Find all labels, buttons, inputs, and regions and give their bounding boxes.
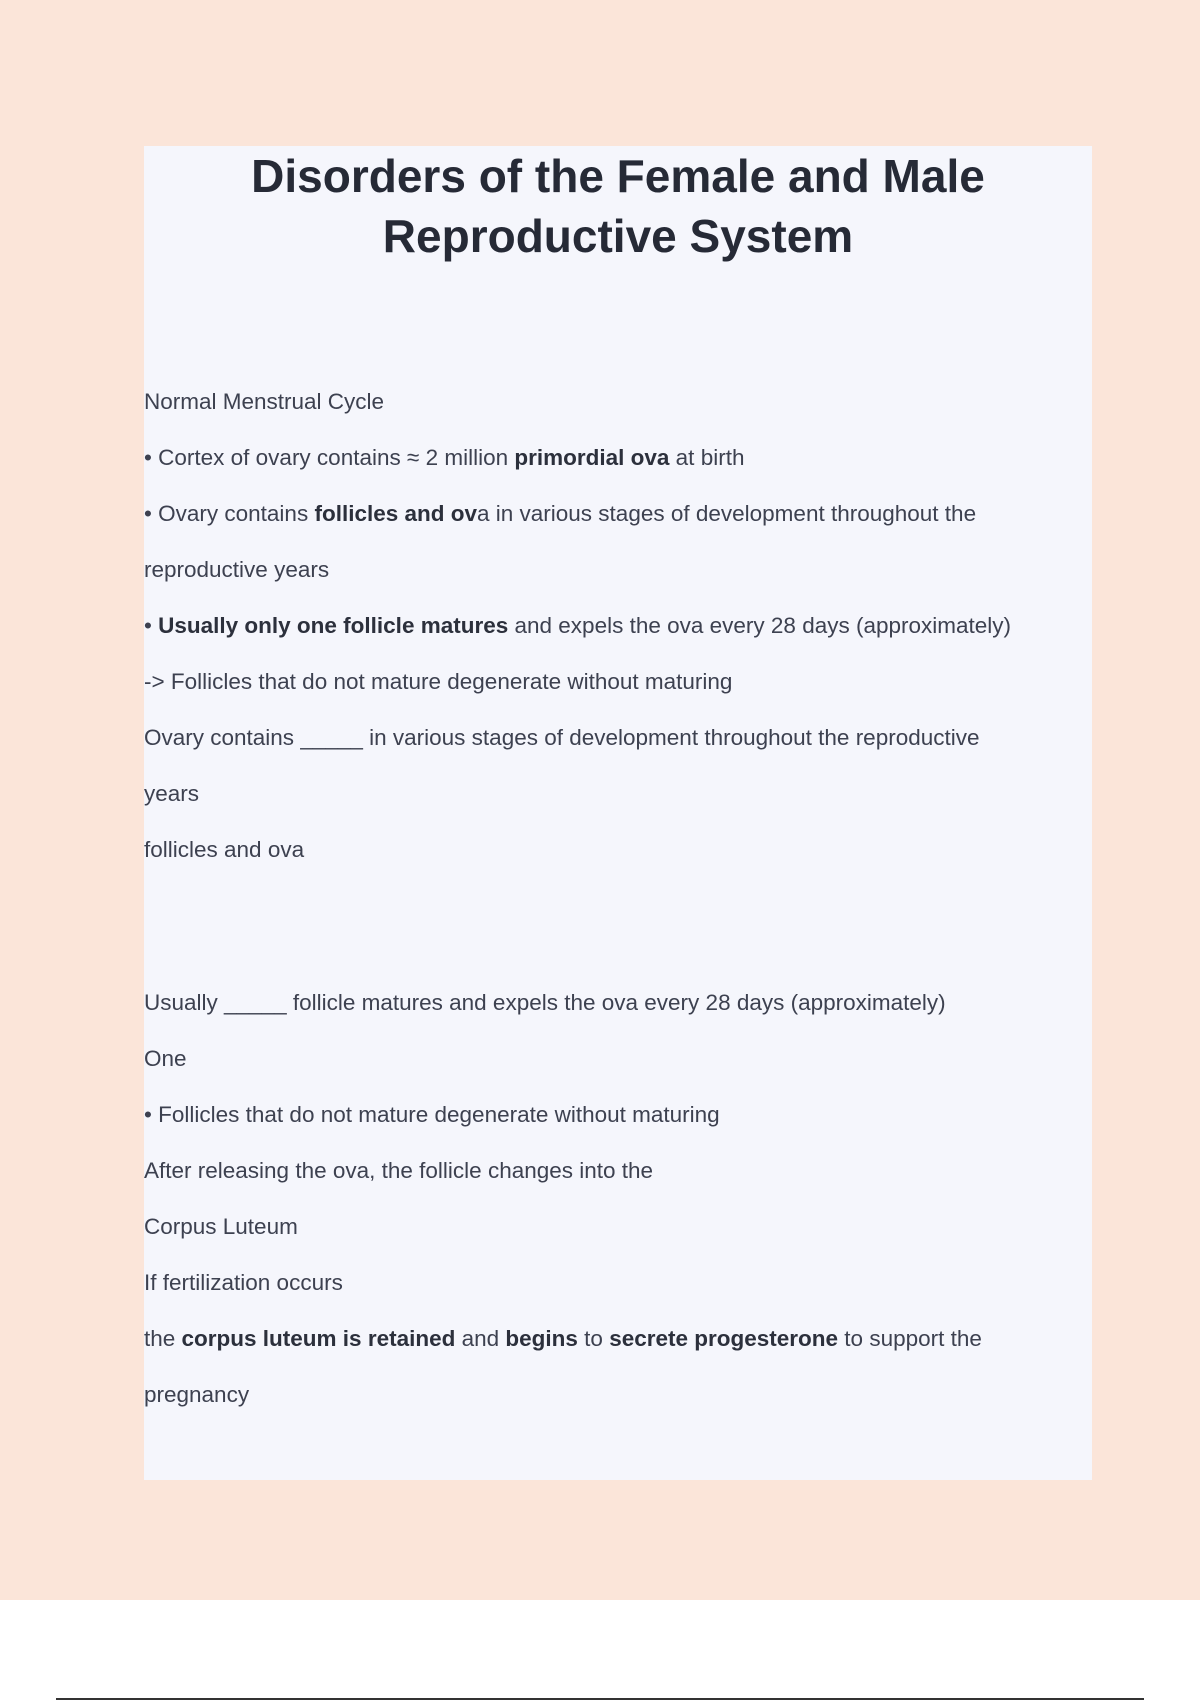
- question-line: If fertilization occurs: [144, 1270, 343, 1295]
- text-run: at birth: [669, 445, 745, 470]
- question-line: years: [144, 781, 200, 806]
- text-run: and: [455, 1326, 506, 1351]
- section-heading: Normal Menstrual Cycle: [144, 389, 385, 414]
- answer-line: One: [144, 1046, 187, 1071]
- text-line: • Follicles that do not mature degenerate without maturing: [144, 1102, 720, 1127]
- bold-text: follicles and ov: [314, 501, 477, 526]
- text-run: •: [144, 613, 159, 638]
- document-content: [144, 146, 1092, 1480]
- title-line-2: Reproductive System: [382, 210, 854, 262]
- bold-text: primordial ova: [514, 445, 670, 470]
- text-line: [144, 486, 1092, 542]
- answer-line: follicles and ova: [144, 837, 305, 862]
- text-run: to support the: [838, 1326, 982, 1351]
- title-line-1: Disorders of the Female and Male: [251, 150, 985, 202]
- text-line: -> Follicles that do not mature degenerate without maturing: [144, 669, 733, 694]
- answer-line: [144, 1311, 1092, 1367]
- bold-text: secrete progesterone: [609, 1326, 839, 1351]
- text-run: the: [144, 1326, 182, 1351]
- bold-text: Usually only one follicle matures: [158, 613, 509, 638]
- question-line: After releasing the ova, the follicle changes into the: [144, 1158, 654, 1183]
- spacer: [144, 878, 1092, 975]
- text-run: to: [577, 1326, 610, 1351]
- document-body: [144, 374, 1092, 1423]
- question-line: Ovary contains _____ in various stages of development throughout the reproductive: [144, 725, 980, 750]
- document-title: [144, 146, 1092, 266]
- bold-text: begins: [505, 1326, 578, 1351]
- text-run: and expels the ova every 28 days (approximately): [508, 613, 1012, 638]
- answer-line: Corpus Luteum: [144, 1214, 298, 1239]
- text-run: a in various stages of development throughout the: [477, 501, 977, 526]
- answer-line: pregnancy: [144, 1382, 250, 1407]
- text-line: [144, 598, 1092, 654]
- text-line: reproductive years: [144, 557, 330, 582]
- text-line: [144, 430, 1092, 486]
- bold-text: corpus luteum is retained: [181, 1326, 456, 1351]
- text-run: • Ovary contains: [144, 501, 315, 526]
- question-line: Usually _____ follicle matures and expels the ova every 28 days (approximately): [144, 990, 946, 1015]
- text-run: • Cortex of ovary contains ≈ 2 million: [144, 445, 515, 470]
